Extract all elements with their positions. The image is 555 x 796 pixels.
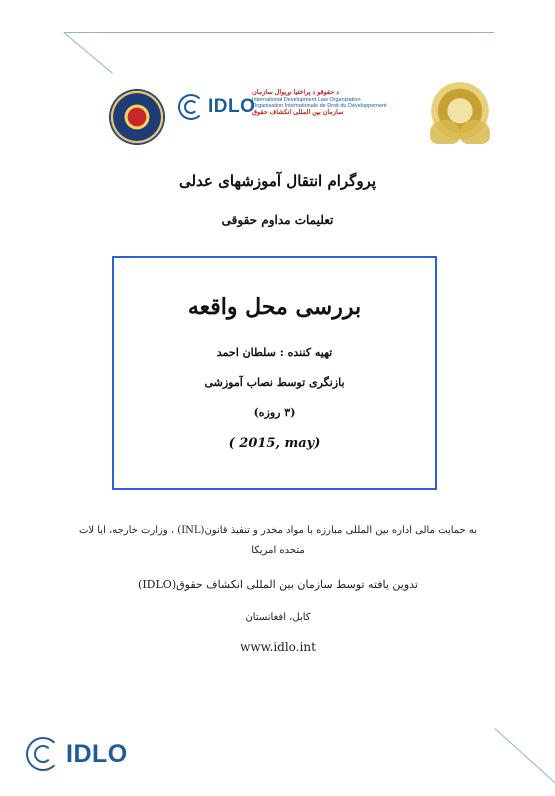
program-subtitle: تعلیمات مداوم حقوقی bbox=[221, 213, 334, 227]
idlo-footer-wordmark: IDLO bbox=[66, 739, 128, 768]
idlo-logo-icon bbox=[178, 92, 255, 122]
org-name-english: International Development Law Organization bbox=[252, 96, 361, 103]
duration: (۳ روزه) bbox=[253, 406, 296, 419]
national-emblem-icon bbox=[428, 82, 492, 146]
document-date: ( 2015, may) bbox=[228, 436, 321, 451]
compiled-by: تدوین یافته توسط سازمان بین المللی انکشاف حقوق(IDLO) bbox=[138, 578, 418, 591]
org-name-block bbox=[252, 90, 402, 116]
org-name-dari: سازمان بین المللی انکشاف حقوق bbox=[252, 108, 344, 116]
prepared-by: تهیه کننده : سلطان احمد bbox=[216, 346, 333, 359]
idlo-ring-icon bbox=[178, 94, 204, 120]
top-rule-line bbox=[64, 32, 494, 33]
idlo-wordmark: IDLO bbox=[208, 96, 256, 117]
location: کابل، افغانستان bbox=[245, 612, 311, 623]
emblem-wing-left bbox=[430, 120, 460, 144]
review-line: بازنگری توسط نصاب آموزشی bbox=[204, 376, 345, 389]
idlo-footer-logo-icon bbox=[26, 734, 128, 774]
emblem-wing-right bbox=[460, 120, 490, 144]
org-name-pashto: د حقوقو د پراختیا نړیوال سازمان bbox=[252, 89, 339, 96]
org-name-french: Organisation Internationale de Droit du Développement bbox=[252, 103, 387, 109]
seal-icon bbox=[110, 90, 164, 144]
top-diagonal-line bbox=[63, 32, 113, 74]
title-box bbox=[112, 256, 437, 490]
program-heading: پروگرام انتقال آموزشهای عدلی bbox=[178, 172, 377, 190]
idlo-footer-ring-icon bbox=[26, 737, 60, 771]
bottom-diagonal-line bbox=[494, 728, 555, 785]
support-line-1: به حمایت مالی اداره بین المللی مبارزه با مواد مخدر و تنفیذ قانون(INL) ، وزارت خارجه، ایا لات bbox=[78, 525, 478, 536]
website-link[interactable]: www.idlo.int bbox=[240, 640, 316, 654]
document-title: بررسی محل واقعه bbox=[187, 294, 362, 320]
support-line-2: متحده امریکا bbox=[251, 545, 305, 556]
